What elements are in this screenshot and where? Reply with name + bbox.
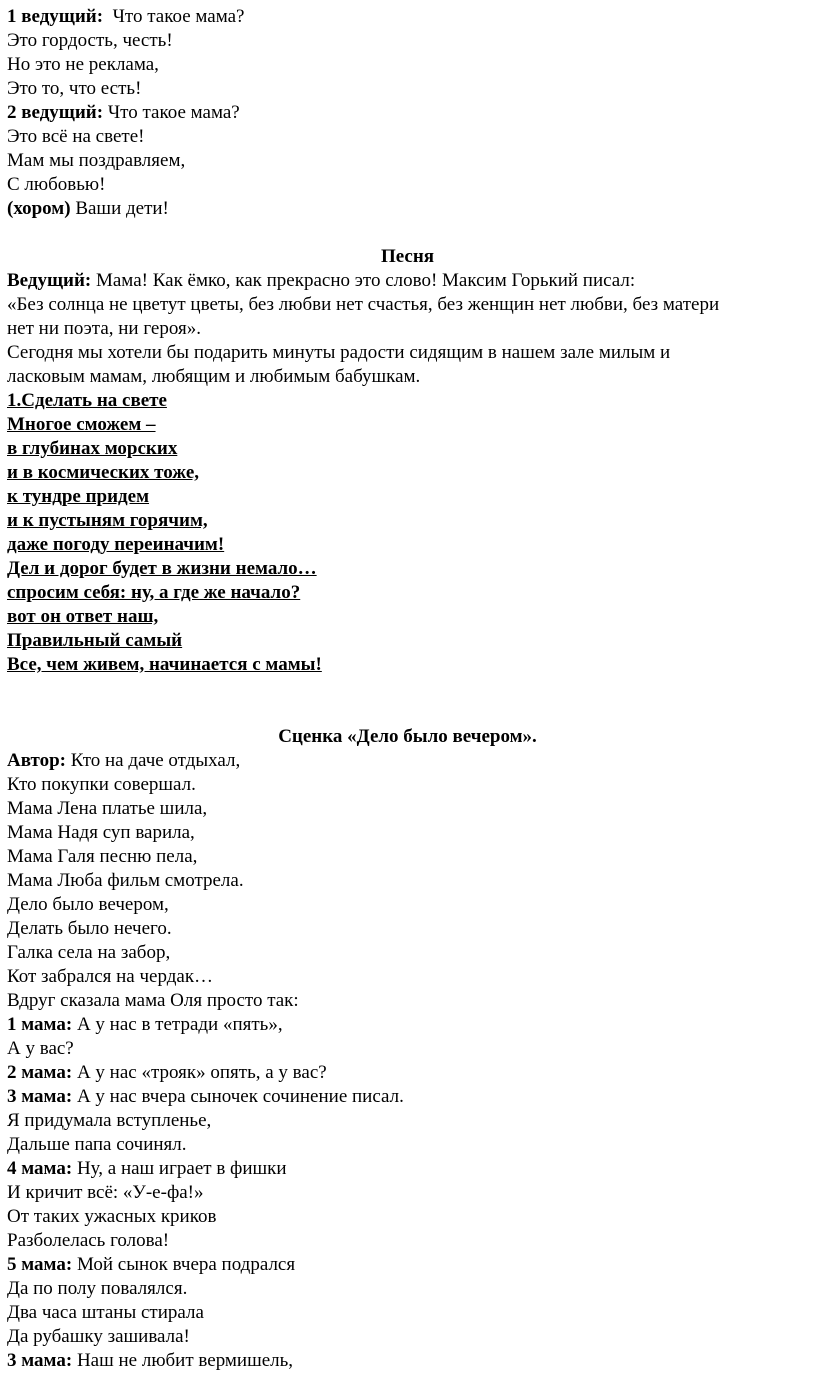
- dialogue-text: Что такое мама?: [103, 6, 245, 27]
- text-line: [7, 293, 808, 317]
- text-line: [7, 1277, 808, 1301]
- emphasized-line-text: даже погоду переиначим!: [7, 534, 225, 555]
- dialogue-text: Кто покупки совершал.: [7, 774, 196, 795]
- text-line: [7, 1325, 808, 1349]
- heading-text: Песня: [380, 246, 435, 267]
- speaker-label: 3 мама:: [7, 1086, 73, 1107]
- dialogue-text: Мама Лена платье шила,: [7, 798, 208, 819]
- text-line: [7, 917, 808, 941]
- dialogue-text: А у нас «трояк» опять, а у вас?: [72, 1062, 327, 1083]
- text-line: [7, 53, 808, 77]
- text-line: [7, 125, 808, 149]
- emphasized-line-text: к тундре придем: [7, 486, 150, 507]
- dialogue-text: Мама! Как ёмко, как прекрасно это слово! Максим Горький писал:: [91, 270, 636, 291]
- dialogue-text: Мама Надя суп варила,: [7, 822, 195, 843]
- text-line: [7, 509, 808, 533]
- dialogue-text: Кто на даче отдыхал,: [66, 750, 241, 771]
- text-line: [7, 893, 808, 917]
- dialogue-text: Вдруг сказала мама Оля просто так:: [7, 990, 299, 1011]
- speaker-label: 4 мама:: [7, 1158, 73, 1179]
- text-line: [7, 197, 808, 221]
- speaker-label: 1 ведущий:: [7, 6, 104, 27]
- dialogue-text: Что такое мама?: [103, 102, 240, 123]
- speaker-label: (хором): [7, 198, 71, 219]
- text-line: [7, 941, 808, 965]
- text-line: [7, 1109, 808, 1133]
- emphasized-line-text: и к пустыням горячим,: [7, 510, 208, 531]
- emphasized-line-text: в глубинах морских: [7, 438, 178, 459]
- text-line: [7, 1133, 808, 1157]
- text-line: [7, 1061, 808, 1085]
- dialogue-text: Я придумала вступленье,: [7, 1110, 212, 1131]
- text-line: [7, 317, 808, 341]
- emphasized-line-text: Дел и дорог будет в жизни немало…: [7, 558, 317, 579]
- dialogue-text: Мама Люба фильм смотрела.: [7, 870, 244, 891]
- dialogue-text: Да рубашку зашивала!: [7, 1326, 190, 1347]
- dialogue-text: Делать было нечего.: [7, 918, 172, 939]
- speaker-label: 1 мама:: [7, 1014, 73, 1035]
- text-line: [7, 533, 808, 557]
- text-line: [7, 149, 808, 173]
- dialogue-text: Это гордость, честь!: [7, 30, 173, 51]
- dialogue-text: С любовью!: [7, 174, 106, 195]
- blank-line: [7, 701, 808, 725]
- text-line: [7, 29, 808, 53]
- emphasized-line-text: и в космических тоже,: [7, 462, 200, 483]
- text-line: [7, 461, 808, 485]
- text-line: [7, 845, 808, 869]
- text-line: [7, 1037, 808, 1061]
- text-line: [7, 77, 808, 101]
- text-line: [7, 485, 808, 509]
- text-line: [7, 965, 808, 989]
- text-line: [7, 101, 808, 125]
- text-line: [7, 797, 808, 821]
- speaker-label: 2 мама:: [7, 1062, 73, 1083]
- text-line: [7, 749, 808, 773]
- dialogue-text: А у нас в тетради «пять»,: [72, 1014, 283, 1035]
- text-line: [7, 437, 808, 461]
- dialogue-text: Дальше папа сочинял.: [7, 1134, 187, 1155]
- text-line: [7, 1349, 808, 1373]
- text-line: [7, 1301, 808, 1325]
- dialogue-text: Два часа штаны стирала: [7, 1302, 204, 1323]
- dialogue-text: А у вас?: [7, 1038, 74, 1059]
- text-line: [7, 725, 808, 749]
- text-line: [7, 1253, 808, 1277]
- text-line: [7, 413, 808, 437]
- dialogue-text: И кричит всё: «У-е-фа!»: [7, 1182, 204, 1203]
- emphasized-line-text: Все, чем живем, начинается с мамы!: [7, 654, 322, 675]
- emphasized-line-text: вот он ответ наш,: [7, 606, 159, 627]
- text-line: [7, 605, 808, 629]
- speaker-label: Ведущий:: [7, 270, 92, 291]
- dialogue-text: Сегодня мы хотели бы подарить минуты радости сидящим в нашем зале милым и: [7, 342, 671, 363]
- dialogue-text: Дело было вечером,: [7, 894, 169, 915]
- text-line: [7, 269, 808, 293]
- text-line: [7, 1085, 808, 1109]
- emphasized-line-text: Правильный самый: [7, 630, 183, 651]
- speaker-label: 2 ведущий:: [7, 102, 104, 123]
- dialogue-text: Ну, а наш играет в фишки: [72, 1158, 287, 1179]
- dialogue-text: Но это не реклама,: [7, 54, 159, 75]
- text-line: [7, 629, 808, 653]
- speaker-label: 5 мама:: [7, 1254, 73, 1275]
- text-line: [7, 869, 808, 893]
- dialogue-text: От таких ужасных криков: [7, 1206, 217, 1227]
- dialogue-text: Разболелась голова!: [7, 1230, 170, 1251]
- text-line: [7, 173, 808, 197]
- text-line: [7, 653, 808, 677]
- dialogue-text: «Без солнца не цветут цветы, без любви нет счастья, без женщин нет любви, без матери: [7, 294, 720, 315]
- emphasized-line-text: спросим себя: ну, а где же начало?: [7, 582, 301, 603]
- dialogue-text: нет ни поэта, ни героя».: [7, 318, 201, 339]
- text-line: [7, 1229, 808, 1253]
- dialogue-text: Это то, что есть!: [7, 78, 142, 99]
- dialogue-text: Мой сынок вчера подрался: [72, 1254, 296, 1275]
- dialogue-text: Наш не любит вермишель,: [72, 1350, 294, 1371]
- heading-text: Сценка «Дело было вечером».: [278, 726, 537, 747]
- dialogue-text: Галка села на забор,: [7, 942, 171, 963]
- text-line: [7, 821, 808, 845]
- text-line: [7, 1181, 808, 1205]
- text-line: [7, 389, 808, 413]
- emphasized-line-text: 1.Сделать на свете: [7, 390, 167, 411]
- dialogue-text: Это всё на свете!: [7, 126, 145, 147]
- blank-line: [7, 221, 808, 245]
- dialogue-text: Кот забрался на чердак…: [7, 966, 214, 987]
- text-line: [7, 773, 808, 797]
- text-line: [7, 557, 808, 581]
- text-line: [7, 341, 808, 365]
- blank-line: [7, 677, 808, 701]
- text-line: [7, 581, 808, 605]
- dialogue-text: ласковым мамам, любящим и любимым бабушкам.: [7, 366, 421, 387]
- dialogue-text: Да по полу повалялся.: [7, 1278, 188, 1299]
- emphasized-line-text: Многое сможем –: [7, 414, 156, 435]
- text-line: [7, 1013, 808, 1037]
- dialogue-text: Ваши дети!: [70, 198, 169, 219]
- dialogue-text: Мама Галя песню пела,: [7, 846, 198, 867]
- speaker-label: 3 мама:: [7, 1350, 73, 1371]
- text-line: [7, 1205, 808, 1229]
- text-line: [7, 245, 808, 269]
- text-line: [7, 1157, 808, 1181]
- dialogue-text: Мам мы поздравляем,: [7, 150, 186, 171]
- speaker-label: Автор:: [7, 750, 66, 771]
- text-line: [7, 5, 808, 29]
- text-line: [7, 365, 808, 389]
- dialogue-text: А у нас вчера сыночек сочинение писал.: [72, 1086, 404, 1107]
- text-line: [7, 989, 808, 1013]
